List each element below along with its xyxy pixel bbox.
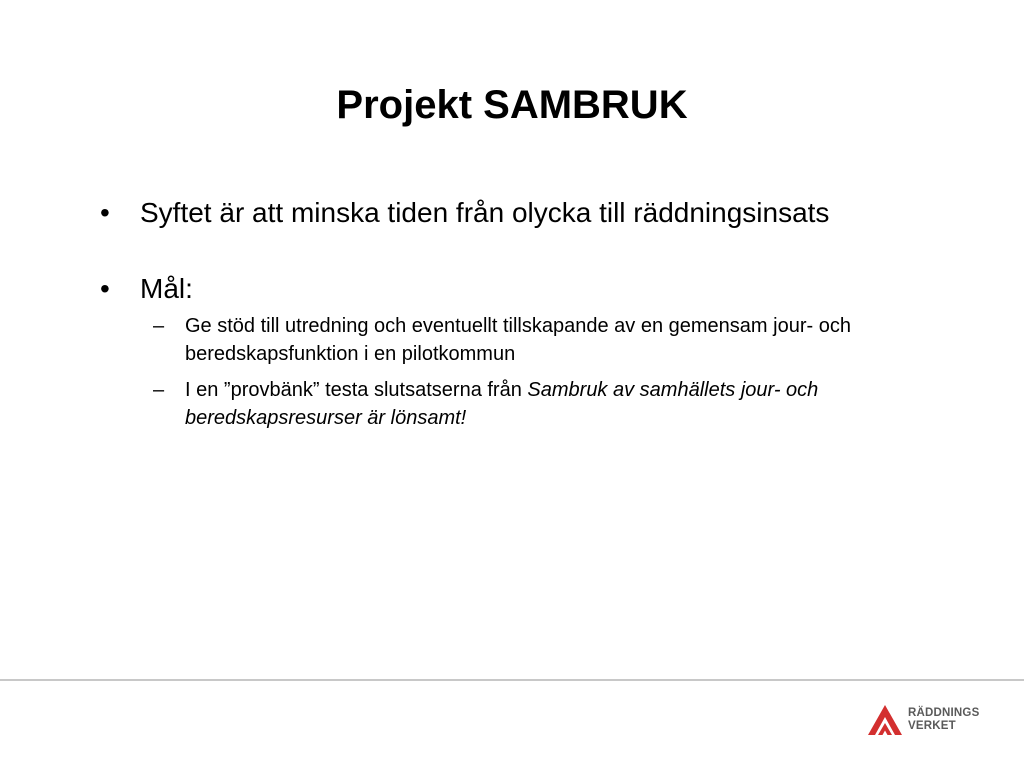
sub-bullet-test	[153, 376, 930, 432]
logo-text	[908, 707, 979, 733]
goals-sub-list	[153, 312, 930, 432]
report-title-italic: Sambruk av samhällets jour- och beredskapsresurser är lönsamt!	[185, 379, 819, 429]
slide-title: Projekt SAMBRUK	[336, 83, 688, 127]
sub-bullet-text: I en ”provbänk” testa slutsatserna från	[185, 379, 528, 401]
sub-bullet-text: Ge stöd till utredning och eventuellt tillskapande av en gemensam jour- och beredskapsfunktion i en pilotkommun	[185, 315, 851, 365]
bullet-goals	[100, 270, 930, 308]
bullet-text: Mål:	[140, 273, 193, 304]
logo-text-line1: RÄDDNINGS	[908, 707, 980, 719]
bullet-text: Syftet är att minska tiden från olycka till räddningsinsats	[140, 197, 830, 228]
raddningsverket-logo-icon	[866, 702, 904, 738]
sub-bullet-text-wrap	[185, 376, 930, 432]
bullet-marker: •	[100, 273, 110, 304]
sub-bullet-marker: –	[153, 315, 165, 337]
bullet-marker: •	[100, 197, 110, 228]
sub-bullet-marker: –	[153, 379, 165, 401]
footer-divider	[0, 679, 1024, 681]
sub-bullet-support	[153, 312, 930, 368]
slide-content	[100, 194, 930, 440]
logo-text-line2: VERKET	[908, 720, 956, 732]
bullet-purpose	[100, 194, 930, 232]
raddningsverket-logo	[866, 702, 979, 738]
